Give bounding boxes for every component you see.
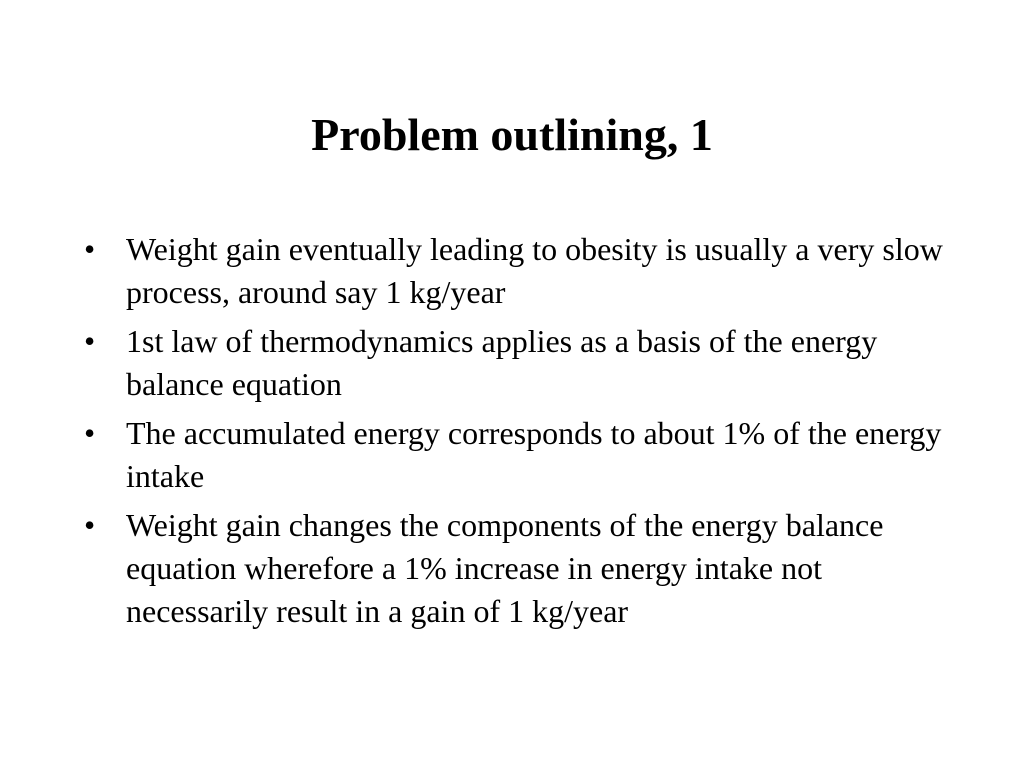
- bullet-marker-icon: •: [84, 323, 96, 359]
- bullet-marker-icon: •: [84, 507, 96, 543]
- bullet-text: Weight gain changes the components of the energy balance equation wherefore a 1% increase in energy intake not necessarily result in a gain of 1 kg/year: [126, 507, 884, 629]
- bullet-marker-icon: •: [84, 415, 96, 451]
- bullet-text: The accumulated energy corresponds to about 1% of the energy intake: [126, 415, 942, 494]
- bullet-item: [84, 320, 954, 406]
- bullet-marker-icon: •: [84, 231, 96, 267]
- bullet-item: [84, 228, 954, 314]
- bullet-text: 1st law of thermodynamics applies as a basis of the energy balance equation: [126, 323, 878, 402]
- bullet-item: [84, 412, 954, 498]
- slide-title: Problem outlining, 1: [311, 109, 713, 160]
- bullet-list: [84, 228, 954, 639]
- bullet-text: Weight gain eventually leading to obesity is usually a very slow process, around say 1 kg/year: [126, 231, 943, 310]
- bullet-item: [84, 504, 954, 633]
